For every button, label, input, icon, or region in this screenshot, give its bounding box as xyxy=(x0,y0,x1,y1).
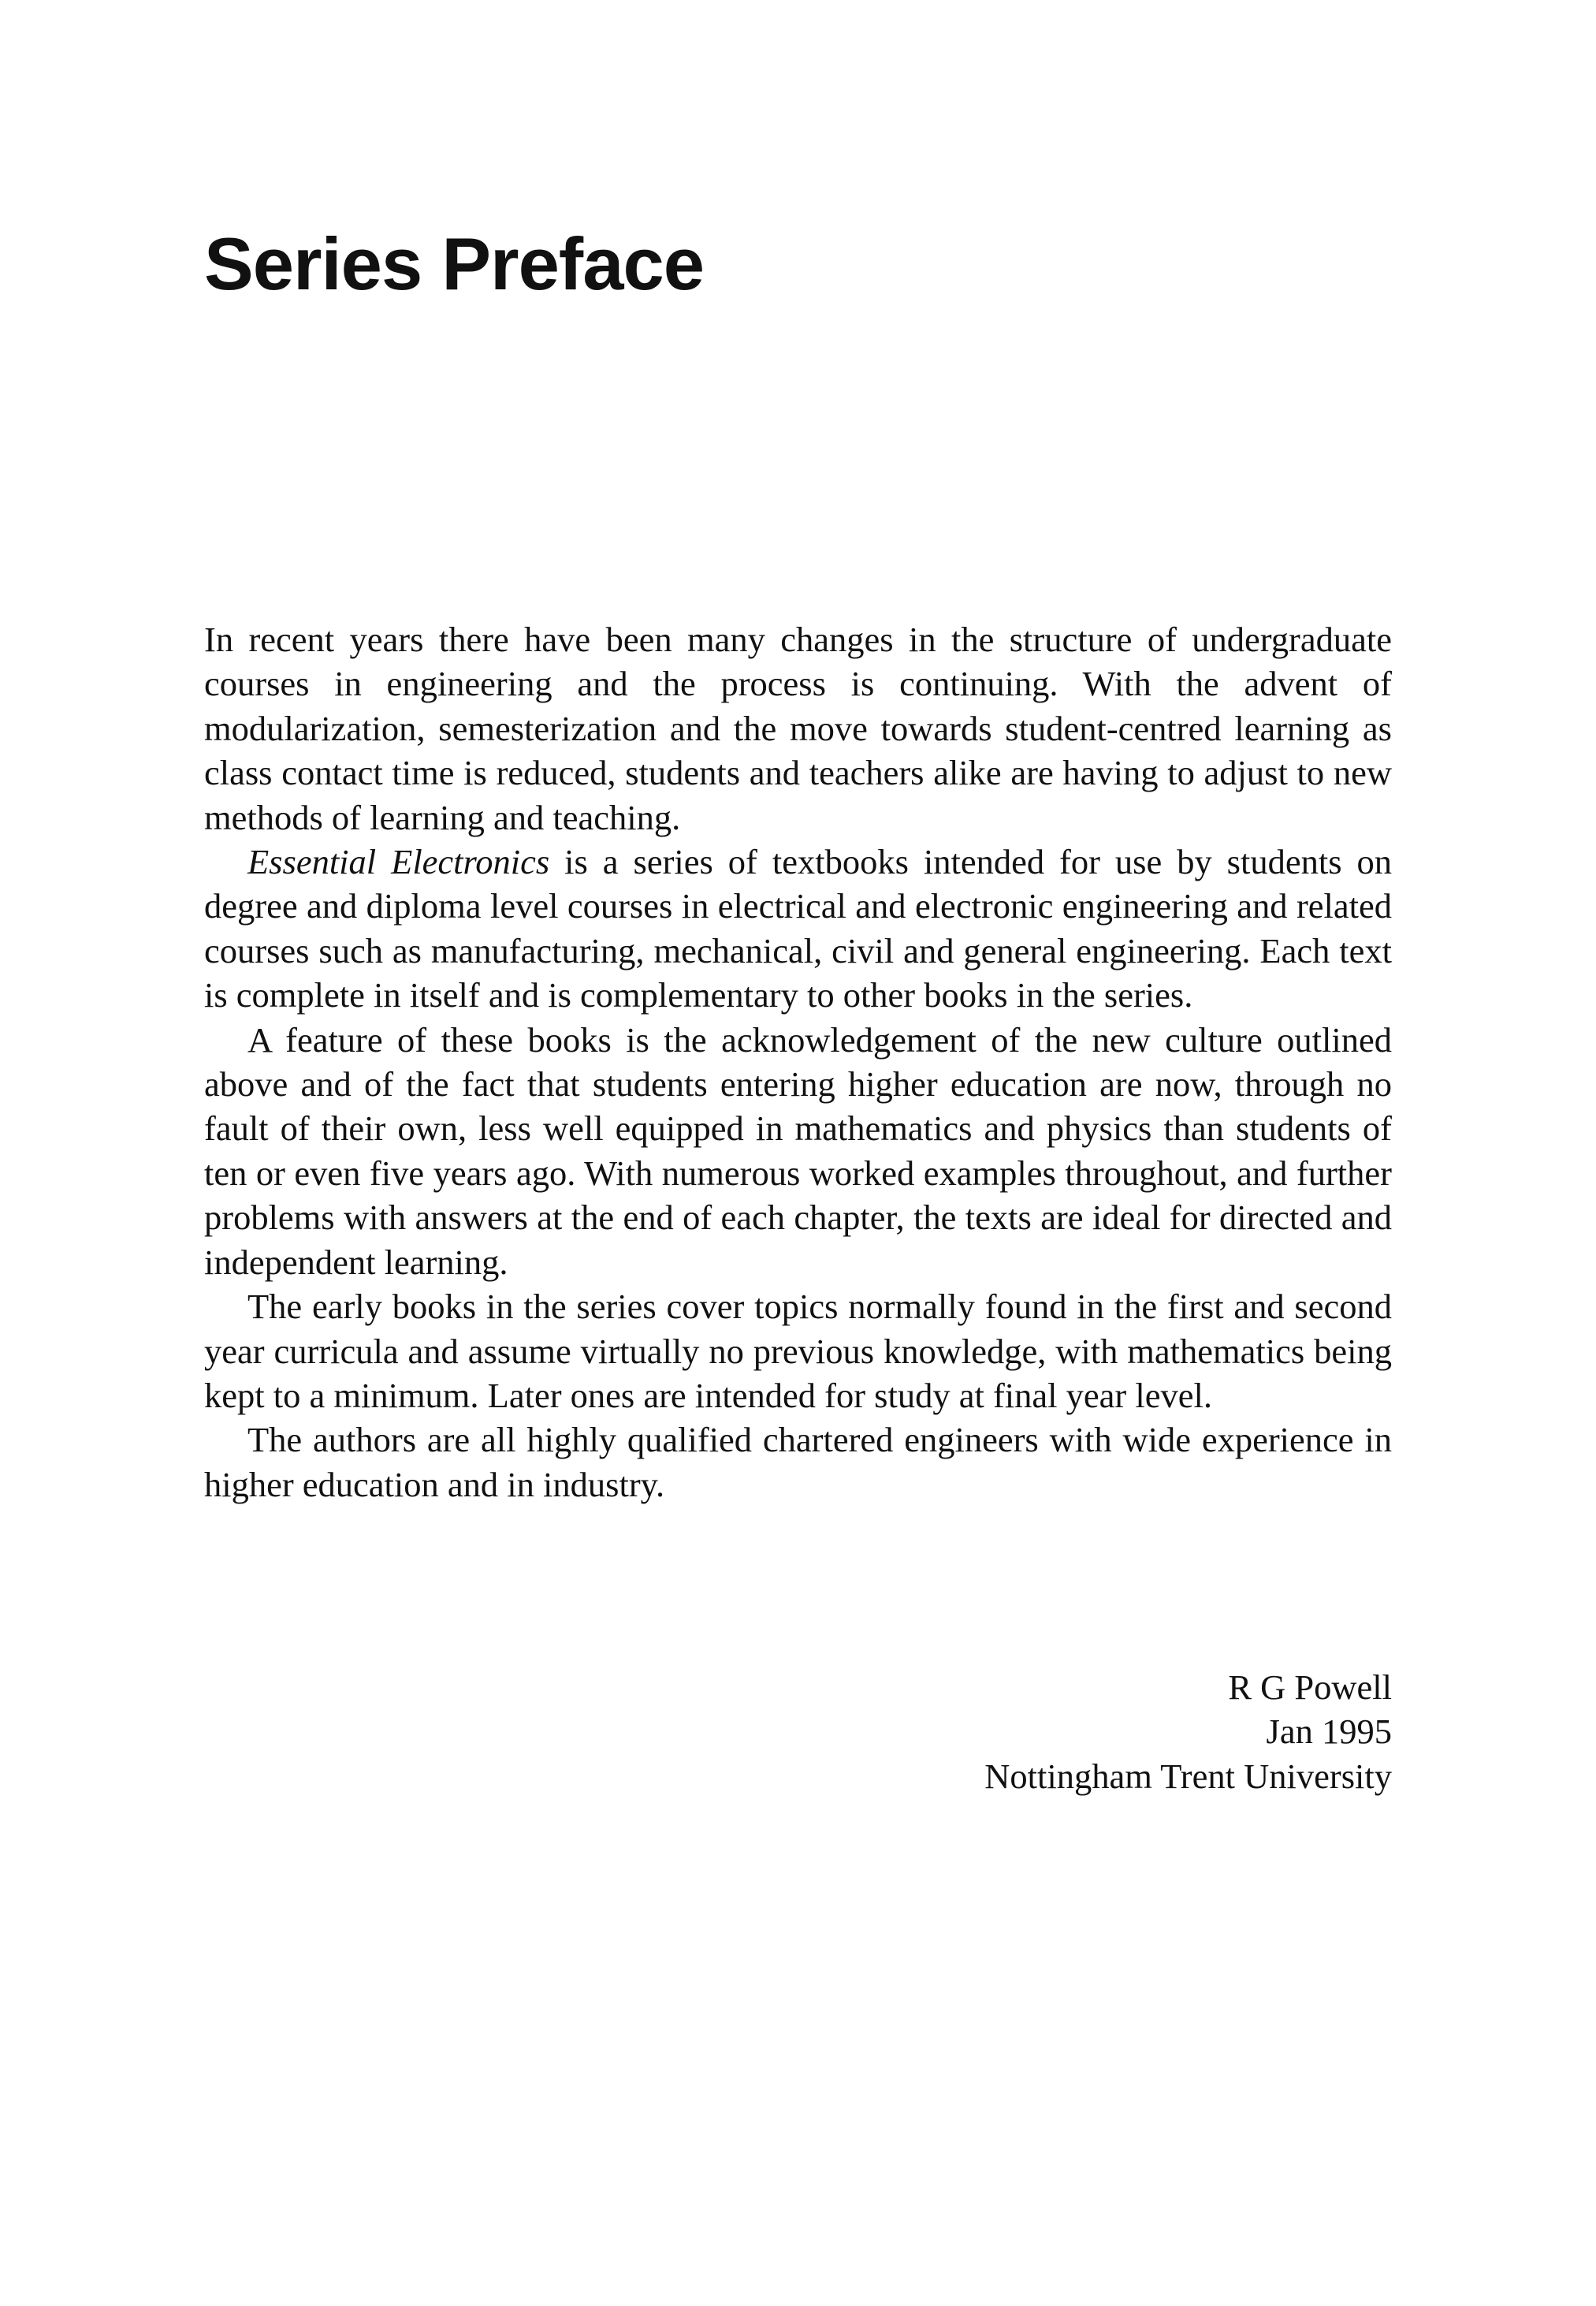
preface-paragraph-5: The authors are all highly qualified chartered engineers with wide experience in higher education and in industry. xyxy=(204,1420,1392,1504)
page-title: Series Preface xyxy=(204,222,705,305)
preface-paragraph-2 xyxy=(204,840,1392,1018)
preface-paragraph-3: A feature of these books is the acknowledgement of the new culture outlined above and of the fact that students entering higher education are now, through no fault of their own, less well equipped in mathematics and physics than students of ten or even five years ago. With numerous worked examples throughout, and further problems with answers at the end of each chapter, the texts are ideal for directed and independent learning. xyxy=(204,1019,1392,1282)
preface-paragraph-4: The early books in the series cover topics normally found in the first and second year curricula and assume virtually no previous knowledge, with mathematics being kept to a minimum. Later ones are intended for study at final year level. xyxy=(204,1287,1392,1415)
signature-block xyxy=(984,1665,1392,1798)
preface-body xyxy=(204,617,1392,1507)
signature-date: Jan 1995 xyxy=(1266,1712,1392,1752)
preface-paragraph-2-text: is a series of textbooks intended for use by students on degree and diploma level courses in electrical and electronic engineering and related courses such as manufacturing, mechanical, civil and general engineering. Each text is complete in itself and is complementary to other books in the series. xyxy=(204,842,1393,1015)
series-title-italic: Essential Electronics xyxy=(247,842,550,882)
preface-paragraph-1: In recent years there have been many changes in the structure of undergraduate courses in engineering and the process is continuing. With the advent of modularization, semesterization and the move towards student-centred learning as class contact time is reduced, students and teachers alike are having to adjust to new methods of learning and teaching. xyxy=(204,620,1392,837)
signature-institution: Nottingham Trent University xyxy=(984,1756,1392,1796)
signature-author: R G Powell xyxy=(1228,1667,1392,1707)
